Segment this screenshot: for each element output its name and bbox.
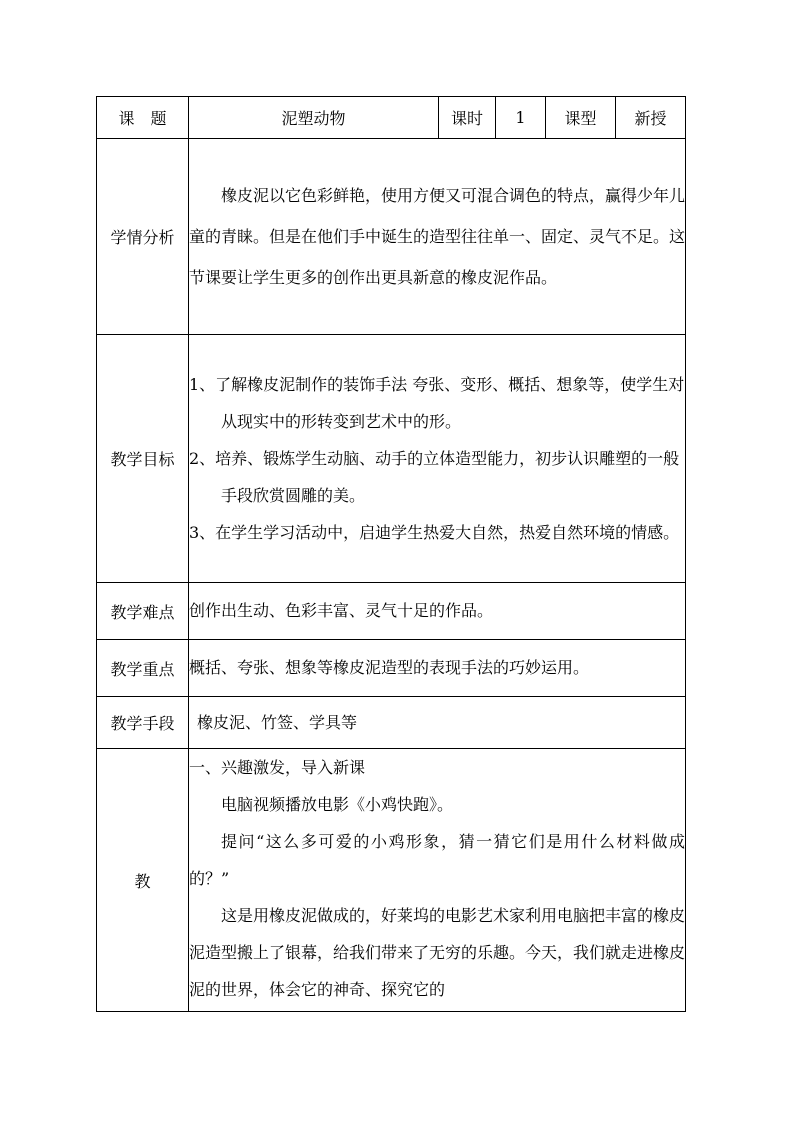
topic-label: 课 题	[97, 97, 189, 139]
difficulty-row	[97, 583, 686, 640]
topic-value: 泥塑动物	[189, 97, 439, 139]
goals-list	[189, 335, 686, 583]
goal-item-3: 3、在学生学习活动中，启迪学生热爱大自然，热爱自然环境的情感。	[189, 523, 680, 542]
process-paragraph-3: 这是用橡皮泥做成的，好莱坞的电影艺术家利用电脑把丰富的橡皮泥造型搬上了银幕，给我们带来了无穷的乐趣。今天，我们就走进橡皮泥的世界，体会它的神奇、探究它的	[189, 906, 686, 999]
type-value: 新授	[616, 97, 686, 139]
process-content	[189, 749, 686, 1012]
goals-label: 教学目标	[97, 335, 189, 583]
process-label: 教	[97, 749, 189, 1012]
difficulty-label: 教学难点	[97, 583, 189, 640]
lesson-plan-table	[96, 96, 686, 1012]
analysis-text: 橡皮泥以它色彩鲜艳，使用方便又可混合调色的特点，赢得少年儿童的青睐。但是在他们手中诞生的造型往往单一、固定、灵气不足。这节课要让学生更多的创作出更具新意的橡皮泥作品。	[189, 139, 686, 335]
process-paragraph-1: 电脑视频播放电影《小鸡快跑》。	[221, 795, 454, 814]
analysis-label: 学情分析	[97, 139, 189, 335]
key-point-row	[97, 640, 686, 697]
process-paragraph-2: 提问“这么多可爱的小鸡形象，猜一猜它们是用什么材料做成的？”	[189, 832, 685, 888]
process-row	[97, 749, 686, 1012]
type-label: 课型	[546, 97, 616, 139]
means-text: 橡皮泥、竹签、学具等	[189, 697, 686, 749]
analysis-row	[97, 139, 686, 335]
process-heading: 一、兴趣激发，导入新课	[189, 758, 366, 777]
goal-item-1: 1、了解橡皮泥制作的装饰手法 夸张、变形、概括、想象等，使学生对从现实中的形转变到艺术中的形。	[189, 375, 685, 431]
goal-item-2: 2、培养、锻炼学生动脑、动手的立体造型能力，初步认识雕塑的一般手段欣赏圆雕的美。	[189, 449, 680, 505]
means-row	[97, 697, 686, 749]
hours-value: 1	[496, 97, 546, 139]
key-point-text: 概括、夸张、想象等橡皮泥造型的表现手法的巧妙运用。	[189, 640, 686, 697]
means-label: 教学手段	[97, 697, 189, 749]
header-row	[97, 97, 686, 139]
goals-row	[97, 335, 686, 583]
key-point-label: 教学重点	[97, 640, 189, 697]
difficulty-text: 创作出生动、色彩丰富、灵气十足的作品。	[189, 583, 686, 640]
hours-label: 课时	[439, 97, 496, 139]
